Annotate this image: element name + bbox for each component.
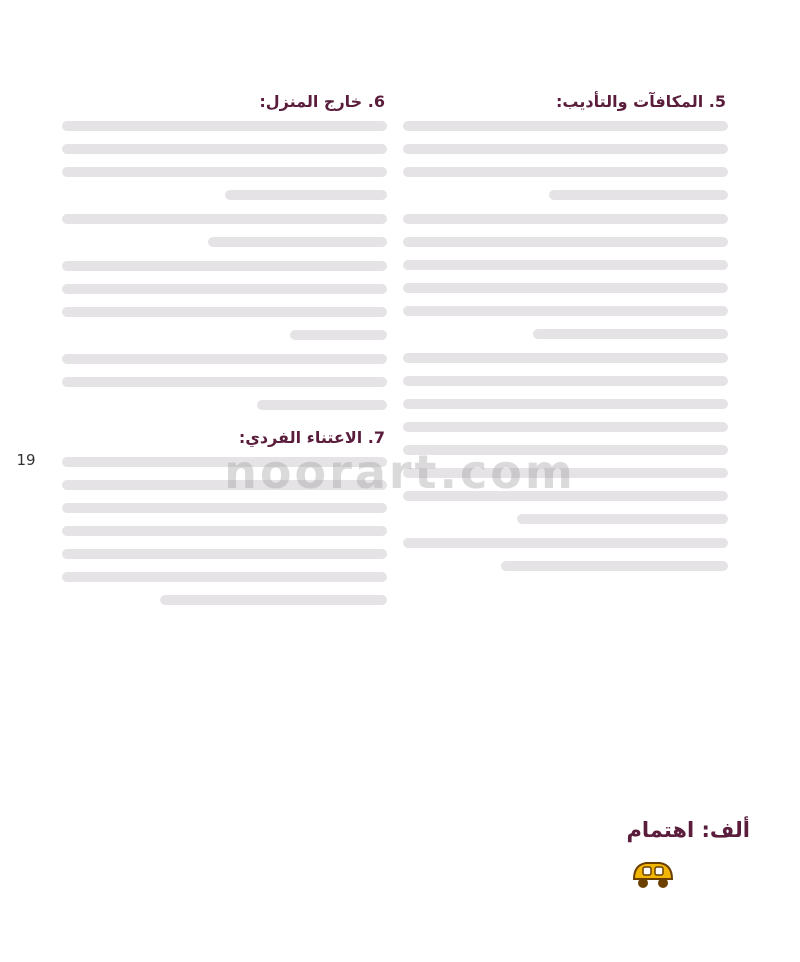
- paragraph-placeholder: [403, 214, 728, 339]
- paragraph-placeholder: [403, 538, 728, 571]
- column-right: [403, 92, 728, 585]
- page-number: 19: [16, 451, 36, 469]
- section-heading-outside: 6. خارج المنزل:: [259, 92, 385, 111]
- paragraph-placeholder: [403, 121, 728, 200]
- side-strip: [6, 300, 46, 620]
- paragraph-placeholder: [62, 121, 387, 200]
- watermark: noorart.com: [224, 445, 576, 499]
- section-heading-rewards: 5. المكافآت والتأديب:: [556, 92, 726, 111]
- paragraph-placeholder: [62, 354, 387, 410]
- paragraph-placeholder: [62, 457, 387, 605]
- callout-title: ألف: اهتمام: [626, 818, 750, 842]
- paragraph-placeholder: [62, 261, 387, 340]
- paragraph-placeholder: [62, 214, 387, 247]
- column-left: [62, 92, 387, 619]
- paragraph-placeholder: [403, 353, 728, 524]
- section-heading-individual: 7. الاعتناء الفردي:: [238, 428, 385, 447]
- car-icon: [630, 853, 676, 893]
